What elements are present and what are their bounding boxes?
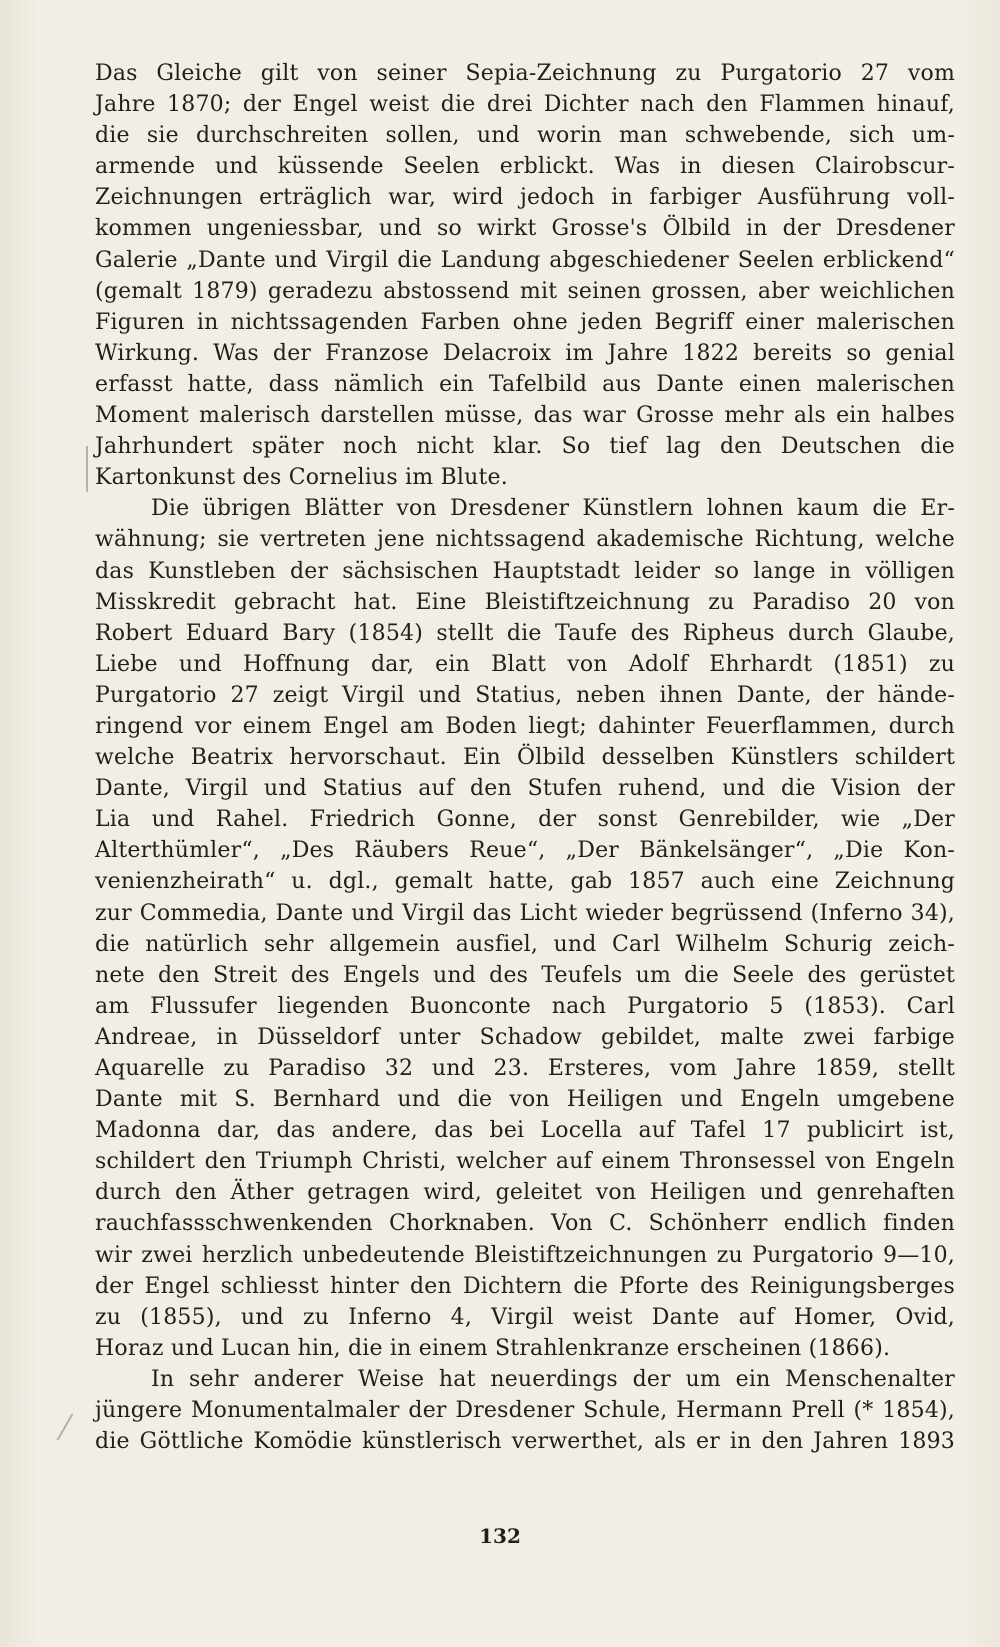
text-line: das Kunstleben der sächsischen Hauptstadt leider so lange in völligen	[95, 558, 955, 584]
text-line: Lia und Rahel. Friedrich Gonne, der sonst Genrebilder, wie „Der	[95, 807, 955, 833]
text-line: Moment malerisch darstellen müsse, das war Grosse mehr als ein halbes	[95, 403, 955, 429]
text-line: Die übrigen Blätter von Dresdener Künstlern lohnen kaum die Er-	[151, 496, 955, 522]
text-line: kommen ungeniessbar, und so wirkt Grosse's Ölbild in der Dresdener	[95, 216, 955, 242]
text-line: die sie durchschreiten sollen, und worin man schwebende, sich um-	[95, 123, 955, 149]
text-line: venienzheirath“ u. dgl., gemalt hatte, gab 1857 auch eine Zeichnung	[95, 869, 955, 895]
text-line: Das Gleiche gilt von seiner Sepia-Zeichnung zu Purgatorio 27 vom	[95, 61, 955, 86]
text-line: Figuren in nichtssagenden Farben ohne jeden Begriff einer malerischen	[95, 309, 955, 335]
text-line: wähnung; sie vertreten jene nichtssagend akademische Richtung, welche	[95, 527, 955, 553]
text-line: Zeichnungen erträglich war, wird jedoch in farbiger Ausführung voll-	[95, 185, 955, 211]
body-text	[95, 58, 955, 1457]
text-line: jüngere Monumentalmaler der Dresdener Schule, Hermann Prell (* 1854),	[95, 1398, 955, 1424]
text-line: schildert den Triumph Christi, welcher auf einem Thronsessel von Engeln	[95, 1149, 955, 1175]
text-line: der Engel schliesst hinter den Dichtern die Pforte des Reinigungsberges	[95, 1273, 955, 1299]
text-line: Purgatorio 27 zeigt Virgil und Statius, neben ihnen Dante, der hände-	[95, 682, 955, 708]
text-line: Horaz und Lucan hin, die in einem Strahlenkranze erscheinen (1866).	[95, 1335, 891, 1361]
text-line: Jahrhundert später noch nicht klar. So tief lag den Deutschen die	[95, 434, 955, 460]
text-line: Alterthümler“, „Des Räubers Reue“, „Der Bänkelsänger“, „Die Kon-	[95, 838, 955, 864]
text-line: rauchfassschwenkenden Chorknaben. Von C. Schönherr endlich finden	[95, 1211, 955, 1237]
margin-mark	[57, 1414, 74, 1441]
margin-mark	[86, 446, 88, 492]
text-line: Dante mit S. Bernhard und die von Heiligen und Engeln umgebene	[95, 1087, 955, 1113]
text-line: die natürlich sehr allgemein ausfiel, und Carl Wilhelm Schurig zeich-	[95, 931, 955, 957]
text-line: Madonna dar, das andere, das bei Locella auf Tafel 17 publicirt ist,	[95, 1118, 955, 1144]
text-line: welche Beatrix hervorschaut. Ein Ölbild desselben Künstlers schildert	[95, 745, 955, 771]
text-line: (gemalt 1879) geradezu abstossend mit seinen grossen, aber weichlichen	[95, 278, 955, 304]
text-line: erfasst hatte, dass nämlich ein Tafelbild aus Dante einen malerischen	[95, 371, 955, 397]
text-line: Aquarelle zu Paradiso 32 und 23. Ersteres, vom Jahre 1859, stellt	[95, 1056, 955, 1081]
text-line: Andreae, in Düsseldorf unter Schadow gebildet, malte zwei farbige	[95, 1024, 955, 1050]
text-line: Robert Eduard Bary (1854) stellt die Taufe des Ripheus durch Glaube,	[95, 620, 955, 646]
text-line: In sehr anderer Weise hat neuerdings der um ein Menschenalter	[151, 1366, 955, 1392]
text-line: armende und küssende Seelen erblickt. Was in diesen Clairobscur-	[95, 154, 955, 180]
text-line: ringend vor einem Engel am Boden liegt; dahinter Feuerflammen, durch	[95, 713, 955, 739]
text-line: Dante, Virgil und Statius auf den Stufen ruhend, und die Vision der	[95, 776, 955, 802]
text-line: durch den Äther getragen wird, geleitet von Heiligen und genrehaften	[95, 1180, 955, 1206]
text-line: Galerie „Dante und Virgil die Landung abgeschiedener Seelen erblickend“	[95, 247, 955, 273]
text-line: Liebe und Hoffnung dar, ein Blatt von Adolf Ehrhardt (1851) zu	[95, 651, 955, 677]
text-line: Misskredit gebracht hat. Eine Bleistiftzeichnung zu Paradiso 20 von	[95, 589, 955, 615]
text-line: wir zwei herzlich unbedeutende Bleistiftzeichnungen zu Purgatorio 9—10,	[95, 1242, 955, 1268]
text-line: Wirkung. Was der Franzose Delacroix im Jahre 1822 bereits so genial	[95, 340, 955, 366]
text-line: zur Commedia, Dante und Virgil das Licht wieder begrüssend (Inferno 34),	[95, 900, 955, 926]
text-line: am Flussufer liegenden Buonconte nach Purgatorio 5 (1853). Carl	[95, 993, 955, 1019]
text-line: die Göttliche Komödie künstlerisch verwerthet, als er in den Jahren 1893	[95, 1429, 955, 1455]
text-line: Jahre 1870; der Engel weist die drei Dichter nach den Flammen hinauf,	[95, 92, 955, 118]
page-number: 132	[479, 1524, 521, 1548]
text-line: zu (1855), und zu Inferno 4, Virgil weist Dante auf Homer, Ovid,	[95, 1304, 955, 1330]
text-line: nete den Streit des Engels und des Teufels um die Seele des gerüstet	[95, 962, 955, 988]
text-line: Kartonkunst des Cornelius im Blute.	[95, 465, 508, 491]
